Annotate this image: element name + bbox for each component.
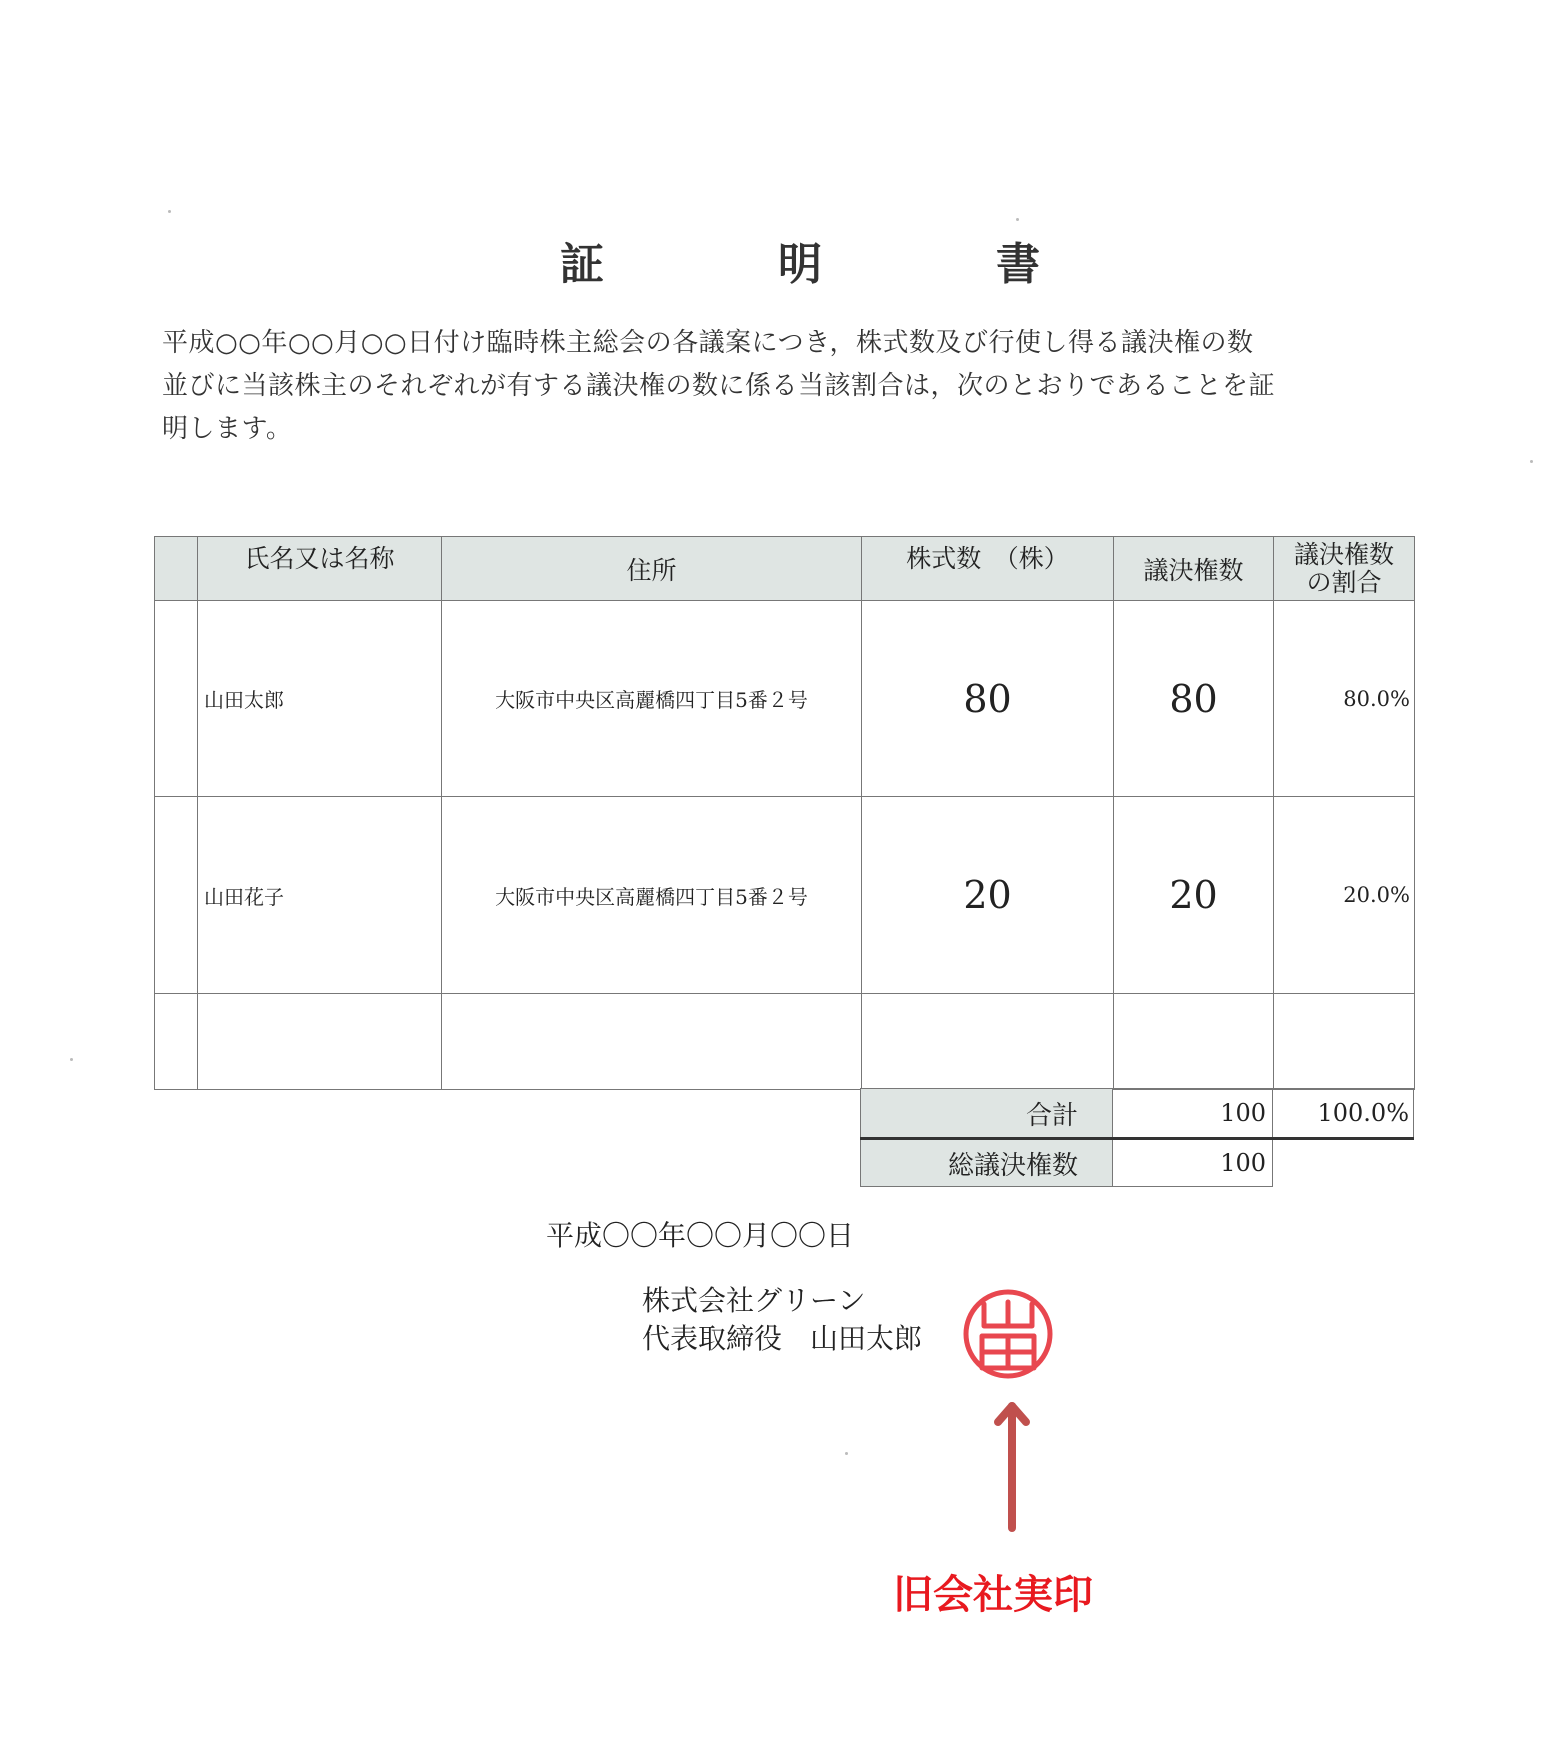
signature-block bbox=[642, 1282, 922, 1358]
arrow-up-icon bbox=[992, 1398, 1032, 1534]
header-ratio-line1: 議決権数 bbox=[1293, 539, 1394, 569]
row-index-cell bbox=[155, 601, 198, 797]
total-votes-label: 総議決権数 bbox=[861, 1139, 1113, 1187]
shareholder-votes: 20 bbox=[1114, 797, 1274, 994]
header-ratio bbox=[1274, 537, 1415, 601]
header-ratio-line2: の割合 bbox=[1306, 567, 1382, 597]
representative-name: 代表取締役 山田太郎 bbox=[642, 1322, 923, 1355]
header-shares: 株式数 （株） bbox=[862, 537, 1114, 601]
total-votes-row bbox=[861, 1139, 1414, 1187]
annotation-label: 旧会社実印 bbox=[893, 1572, 1093, 1618]
row-index-cell bbox=[155, 797, 198, 994]
intro-line-2: 並びに当該株主のそれぞれが有する議決権の数に係る当該割合は，次のとおりであることを証 bbox=[162, 371, 1276, 401]
title-char-2: 明 bbox=[778, 239, 822, 290]
shareholder-ratio: 20.0% bbox=[1274, 797, 1415, 994]
shareholder-name: 山田花子 bbox=[198, 797, 442, 994]
table-header-row bbox=[155, 537, 1415, 601]
sum-row bbox=[861, 1089, 1414, 1139]
totals-table bbox=[860, 1088, 1414, 1187]
total-votes-value: 100 bbox=[1113, 1139, 1273, 1187]
shareholder-name: 山田太郎 bbox=[198, 601, 442, 797]
title-char-3: 書 bbox=[996, 239, 1040, 290]
shareholder-table bbox=[154, 536, 1415, 1090]
company-seal-icon bbox=[960, 1286, 1056, 1382]
table-row bbox=[155, 601, 1415, 797]
sum-ratio: 100.0% bbox=[1273, 1089, 1414, 1139]
sum-votes: 100 bbox=[1113, 1089, 1273, 1139]
shareholder-address: 大阪市中央区高麗橋四丁目5番２号 bbox=[442, 797, 862, 994]
table-row bbox=[155, 797, 1415, 994]
document-title bbox=[560, 228, 1040, 292]
sum-label: 合計 bbox=[861, 1089, 1113, 1139]
title-char-1: 証 bbox=[560, 239, 604, 290]
header-name: 氏名又は名称 bbox=[198, 537, 442, 601]
header-address: 住所 bbox=[442, 537, 862, 601]
intro-paragraph bbox=[162, 322, 1412, 451]
signature-date: 平成〇〇年〇〇月〇〇日 bbox=[546, 1219, 855, 1252]
header-votes: 議決権数 bbox=[1114, 537, 1274, 601]
table-row-empty bbox=[155, 994, 1415, 1090]
intro-line-3: 明します。 bbox=[162, 414, 293, 444]
company-name: 株式会社グリーン bbox=[642, 1284, 866, 1317]
shareholder-address: 大阪市中央区高麗橋四丁目5番２号 bbox=[442, 601, 862, 797]
shareholder-shares: 80 bbox=[862, 601, 1114, 797]
shareholder-shares: 20 bbox=[862, 797, 1114, 994]
header-index bbox=[155, 537, 198, 601]
intro-line-1: 平成○○年○○月○○日付け臨時株主総会の各議案につき，株式数及び行使し得る議決権の数 bbox=[162, 328, 1254, 358]
shareholder-votes: 80 bbox=[1114, 601, 1274, 797]
shareholder-ratio: 80.0% bbox=[1274, 601, 1415, 797]
